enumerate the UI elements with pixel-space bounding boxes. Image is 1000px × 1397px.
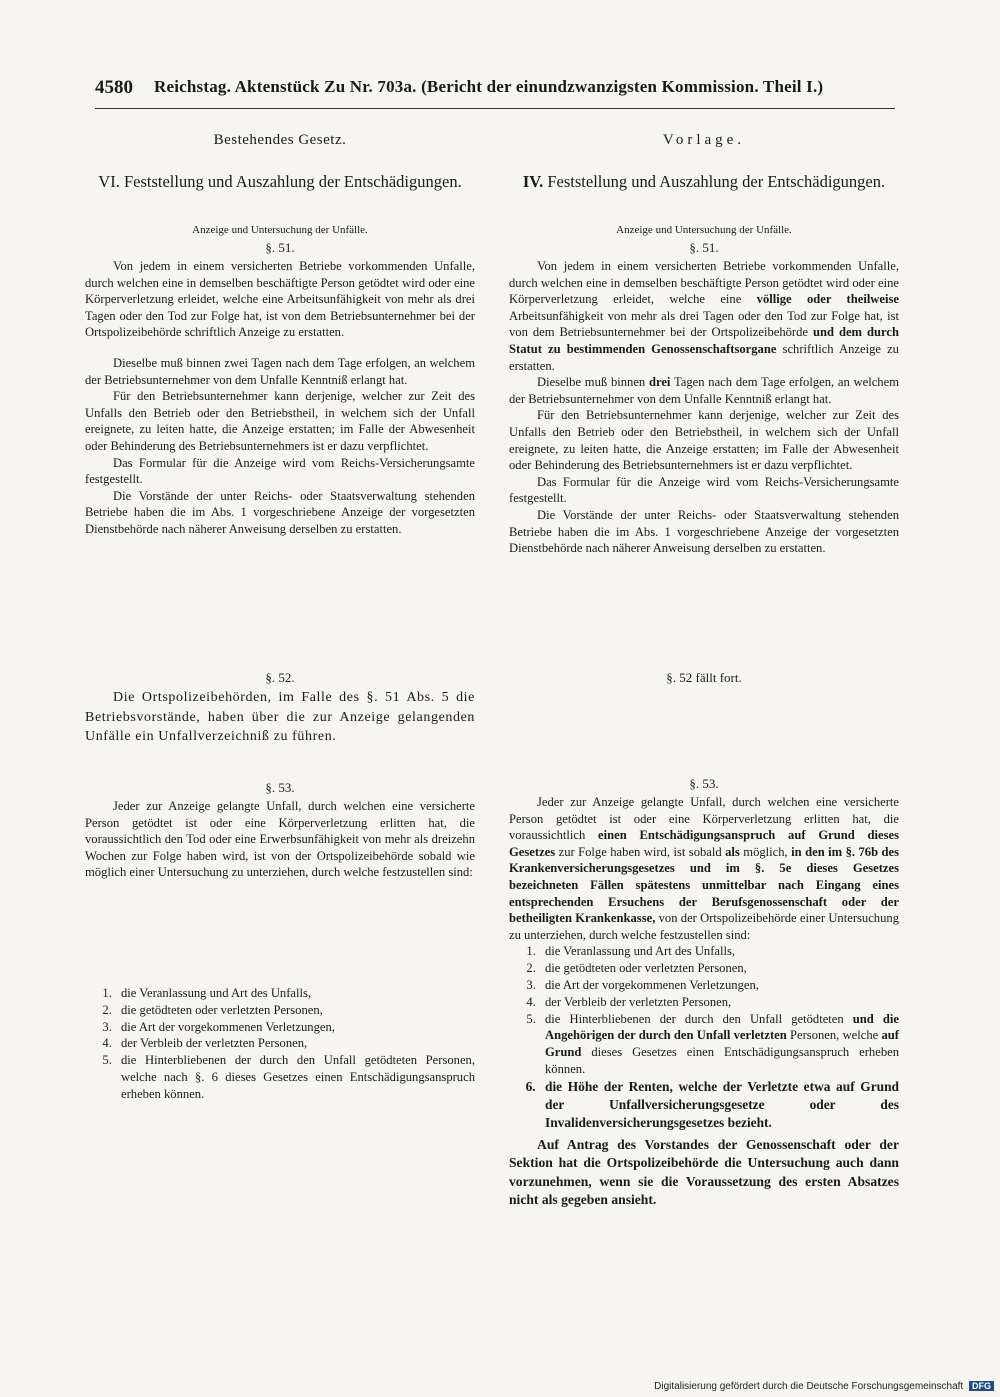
left-subheading: Anzeige und Untersuchung der Unfälle. — [192, 224, 368, 236]
right-subheading: Anzeige und Untersuchung der Unfälle. — [616, 224, 792, 236]
text-run: dieses Gesetzes einen Entschädigungsanspruch erheben können. — [545, 1045, 899, 1076]
left-s53-title: §. 53. — [265, 780, 295, 795]
left-column — [85, 0, 475, 1397]
text-run: von der Ortspolizeibehörde einer Untersuchung zu unterziehen, durch welche festzustellen sind: — [509, 911, 899, 942]
text-run: Tagen nach dem Tage erfolgen, an welchem der Betriebsunternehmer von dem Unfalle Kenntniß erlangt hat. — [509, 375, 899, 406]
text-run: möglich, — [743, 844, 788, 859]
amended-text: und die Angehörigen der durch den Unfall verletzten — [545, 1011, 900, 1043]
left-list-item: 2. die getödteten oder verletzten Personen, — [115, 1002, 475, 1019]
right-s51-p3: Für den Betriebsunternehmer kann derjenige, welcher zur Zeit des Unfalls den Betrieb oder den Betriebstheil, in welchem sich der Unfall ereignete, zu leiten hatte, die Anzeige erstatten; im Falle der Abwesenheit oder Behinderung des Betriebsunternehmers ist er dazu verpflichtet. — [509, 408, 899, 473]
text-run: schriftlich Anzeige zu erstatten. — [509, 341, 899, 373]
left-s51-title: §. 51. — [265, 240, 295, 255]
text-run: zur Folge haben wird, ist sobald — [558, 844, 722, 859]
right-list-item: 2. die getödteten oder verletzten Personen, — [539, 960, 899, 977]
left-s53-list — [85, 985, 475, 1103]
left-s51-p1: Von jedem in einem versicherten Betriebe vorkommenden Unfalle, durch welchen eine in demselben beschäftigte Person getödtet wird oder eine Körperverletzung erleidet, welche eine Arbeitsunfähigkeit von mehr als drei Tagen oder den Tod zur Folge hat, ist von dem Betriebsunternehmer bei der Ortspolizeibehörde schriftlich Anzeige zu erstatten. — [85, 259, 475, 340]
text-run: Personen, welche — [790, 1028, 879, 1043]
amended-text: als — [725, 844, 740, 859]
right-s52-note: §. 52 fällt fort. — [666, 670, 742, 685]
amended-text: und dem durch Statut zu bestimmenden Genossenschaftsorgane — [509, 325, 899, 356]
left-list-item: 5. die Hinterbliebenen der durch den Unfall getödteten Personen, welche nach §. 6 dieses Gesetzes einen Entschädigungsanspruch erheben können. — [115, 1052, 475, 1102]
footer-text: Digitalisierung gefördert durch die Deutsche Forschungsgemeinschaft — [654, 1381, 964, 1392]
left-s52-body — [85, 688, 475, 747]
right-s53-list — [509, 943, 899, 1131]
page-number: 4580 — [95, 77, 133, 98]
right-s51-p5: Die Vorstände der unter Reichs- oder Staatsverwaltung stehenden Betriebe haben die im Abs. 1 vorgeschriebene Anzeige der vorgesetzten Dienstbehörde nach näherer Anweisung derselben zu erstatten. — [509, 507, 899, 556]
amended-text: auf Grund — [545, 1028, 899, 1060]
right-list-item-new: 6. die Höhe der Renten, welche der Verletzte etwa auf Grund der Unfallversicherungsgesetze oder des Invalidenversicherungsgesetzes bezieht. — [539, 1078, 899, 1132]
text-run: Jeder zur Anzeige gelangte Unfall, durch welchen eine versicherte Person getödtet ist oder eine Körperverletzung erlitten hat, die voraussichtlich — [509, 795, 899, 843]
digitization-footer — [654, 1381, 994, 1392]
text-run: die Hinterbliebenen der durch den Unfall getödteten — [545, 1011, 844, 1026]
left-list-item: 4. der Verbleib der verletzten Personen, — [115, 1035, 475, 1052]
right-list-item: 1. die Veranlassung und Art des Unfalls, — [539, 943, 899, 960]
left-s51-p2: Dieselbe muß binnen zwei Tagen nach dem Tage erfolgen, an welchem der Betriebsunternehmer von dem Unfalle Kenntniß erlangt hat. — [85, 355, 475, 387]
left-s51-p5: Die Vorstände der unter Reichs- oder Staatsverwaltung stehenden Betriebe haben die im Abs. 1 vorgeschriebene Anzeige der vorgesetzten Dienstbehörde nach näherer Anweisung derselben zu erstatten. — [85, 488, 475, 536]
amended-text: in den im §. 76b des Krankenversicherungsgesetzes und im §. 5e dieses Gesetzes bezeichneten Fällen spätestens unmittelbar nach Eingang eines entsprechenden Ersuchens der Berufsgenossenschaft oder der betheiligten Krankenkasse, — [509, 844, 900, 926]
text-run: Arbeitsunfähigkeit von mehr als drei Tagen oder den Tod zur Folge hat, ist von dem Betriebsunternehmer bei der Ortspolizeibehörde — [509, 308, 899, 340]
right-s51-body — [509, 258, 899, 557]
left-s52-title: §. 52. — [265, 670, 295, 685]
amended-text: völlige oder theilweise — [756, 292, 899, 307]
left-column-heading: Bestehendes Gesetz. — [213, 132, 347, 148]
dfg-logo: DFG — [969, 1381, 994, 1391]
right-s51-title: §. 51. — [689, 240, 719, 255]
right-s51-p2 — [509, 374, 899, 407]
amended-text: drei — [648, 375, 671, 390]
left-s53-body — [85, 798, 475, 881]
running-title: Reichstag. Aktenstück Zu Nr. 703a. (Bericht der einundzwanzigsten Kommission. Theil I.) — [154, 77, 824, 96]
left-chapter-title: VI. Feststellung und Auszahlung der Entschädigungen. — [98, 172, 462, 191]
left-s51-p4: Das Formular für die Anzeige wird vom Reichs-Versicherungsamte festgestellt. — [85, 455, 475, 487]
right-list-item — [539, 1011, 899, 1078]
left-s53-p1: Jeder zur Anzeige gelangte Unfall, durch welchen eine versicherte Person getödtet ist oder eine Körperverletzung erlitten hat, die voraussichtlich den Tod oder eine Erwerbsunfähigkeit von mehr als dreizehn Wochen zur Folge haben wird, ist von der Ortspolizeibehörde sobald wie möglich einer Untersuchung zu unterziehen, durch welche festzustellen sind: — [85, 799, 475, 880]
left-list-item: 3. die Art der vorgekommenen Verletzungen, — [115, 1019, 475, 1036]
text-run: Von jedem in einem versicherten Betriebe vorkommenden Unfalle, durch welchen eine in demselben beschäftigte Person getödtet wird oder eine Körperverletzung erleidet, welche eine — [509, 259, 899, 307]
right-chapter-title — [509, 172, 899, 192]
right-column-heading: Vorlage. — [662, 132, 746, 148]
text-run: Dieselbe muß binnen — [537, 375, 646, 390]
right-s51-p4: Das Formular für die Anzeige wird vom Reichs-Versicherungsamte festgestellt. — [509, 474, 899, 506]
left-s51-body — [85, 258, 475, 538]
right-s51-p1 — [509, 258, 899, 374]
left-s53-list-wrap — [85, 985, 475, 1103]
right-list-item: 3. die Art der vorgekommenen Verletzungen, — [539, 977, 899, 994]
left-s52-p1: Die Ortspolizeibehörden, im Falle des §. 51 Abs. 5 die Betriebsvorstände, haben über die zur Anzeige gelangenden Unfälle ein Unfallverzeichniß zu führen. — [85, 690, 475, 744]
right-s53-body — [509, 794, 899, 1210]
right-s53-closing: Auf Antrag des Vorstandes der Genossenschaft oder der Sektion hat die Ortspolizeibehörde die Untersuchung auch dann vorzunehmen, wenn sie die Voraussetzung des ersten Absatzes nicht als gegeben ansieht. — [509, 1136, 899, 1208]
left-list-item: 1. die Veranlassung und Art des Unfalls, — [115, 985, 475, 1002]
right-s53-p1 — [509, 794, 899, 943]
amended-text: einen Entschädigungsanspruch auf Grund dieses Gesetzes — [509, 828, 899, 859]
right-s53-title: §. 53. — [689, 776, 719, 791]
right-list-item: 4. der Verbleib der verletzten Personen, — [539, 994, 899, 1011]
right-chapter-text: Feststellung und Auszahlung der Entschädigungen. — [547, 172, 886, 191]
right-column — [509, 0, 899, 1397]
left-s51-p3: Für den Betriebsunternehmer kann derjenige, welcher zur Zeit des Unfalls den Betrieb oder den Betriebstheil, in welchem sich der Unfall ereignete, zu leiten hatte, die Anzeige erstatten; im Falle der Abwesenheit oder Behinderung des Betriebsunternehmers ist er dazu verpflichtet. — [85, 389, 475, 453]
right-chapter-number: IV. — [522, 172, 544, 191]
